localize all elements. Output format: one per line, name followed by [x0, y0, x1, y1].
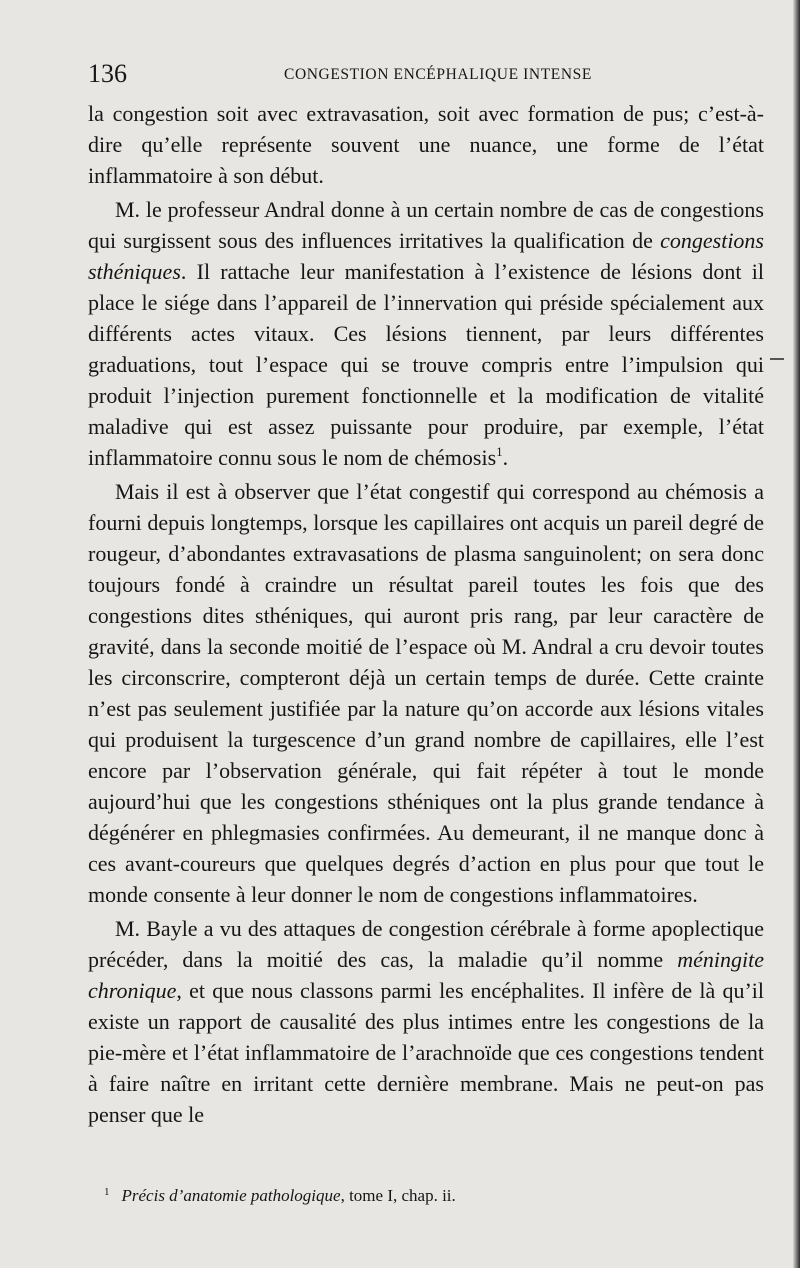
footnote-title: Précis d’anatomie pathologique — [121, 1186, 341, 1205]
footnote-text: , tome I, chap. ii. — [340, 1186, 456, 1205]
paragraph-2-emphasis: congestions sthéniques — [88, 228, 764, 284]
footnote-reference: 1 — [496, 444, 503, 459]
paragraph-2-text-start: M. le professeur Andral donne à un certain nombre de cas de congestions qui surgissent sous des influences irritatives la qualification de — [88, 197, 764, 253]
paragraph-3-text: Mais il est à observer que l’état congestif qui correspond au chémosis a fourni depuis longtemps, lorsque les capillaires ont acquis un pareil degré de rougeur, d’abondantes extravasations de plasma sanguinolent; on sera donc toujours fondé à craindre un résultat pareil toutes les fois que des congestions dites sthéniques, qui auront pris rang, par leur caractère de gravité, dans la seconde moitié de l’espace où M. Andral a cru devoir toutes les circonscrire, compteront déjà un certain temps de durée. Cette crainte n’est pas seulement justifiée par la nature qu’on accorde aux lésions vitales qui produisent la turgescence d’un grand nombre de capillaires, elle l’est encore par l’observation générale, qui fait répéter à tout le monde aujourd’hui que les congestions sthéniques ont la plus grande tendance à dégénérer en phlegmasies confirmées. Au demeurant, il ne manque donc à ces avant-coureurs que quelques degrés d’action en plus pour que tout le monde consente à leur donner le nom de congestions inflammatoires. — [88, 479, 764, 907]
running-title: CONGESTION ENCÉPHALIQUE INTENSE — [284, 66, 592, 83]
paragraph-1 — [88, 98, 764, 191]
paragraph-1-text: la congestion soit avec extravasation, soit avec formation de pus; c’est-à-dire qu’elle représente souvent une nuance, une forme de l’état inflammatoire à son début. — [88, 101, 764, 188]
footnote — [104, 1181, 764, 1207]
page-edge-shadow — [793, 0, 800, 1268]
paragraph-2-text-end: . Il rattache leur manifestation à l’existence de lésions dont il place le siége dans l’appareil de l’innervation qui préside spécialement aux différents actes vitaux. Ces lésions tiennent, par leurs différentes graduations, tout l’espace qui se trouve compris entre l’impulsion qui produit l’injection purement fonctionnelle et la modification de vitalité maladive qui est assez puissante pour produire, par exemple, l’état inflammatoire connu sous le nom de chémosis — [88, 259, 764, 470]
paragraph-2-tail: . — [502, 445, 509, 470]
paragraph-4-text-start: M. Bayle a vu des attaques de congestion cérébrale à forme apoplectique précéder, dans la moitié des cas, la maladie qu’il nomme — [88, 916, 764, 972]
paragraph-4-emphasis: méningite chronique — [88, 947, 764, 1003]
body-text — [88, 98, 764, 1130]
paragraph-3 — [88, 476, 764, 910]
paragraph-4 — [88, 913, 764, 1130]
footnote-mark: 1 — [104, 1186, 110, 1198]
margin-mark — [770, 358, 784, 360]
paragraph-4-text-end: , et que nous classons parmi les encéphalites. Il infère de là qu’il existe un rapport de causalité des plus intimes entre les congestions de la pie-mère et l’état inflammatoire de l’arachnoïde que ces congestions tendent à faire naître en irritant cette dernière membrane. Mais ne peut-on pas penser que le — [88, 978, 764, 1127]
paragraph-2 — [88, 194, 764, 473]
page-number: 136 — [88, 59, 127, 88]
page-header — [88, 58, 764, 90]
